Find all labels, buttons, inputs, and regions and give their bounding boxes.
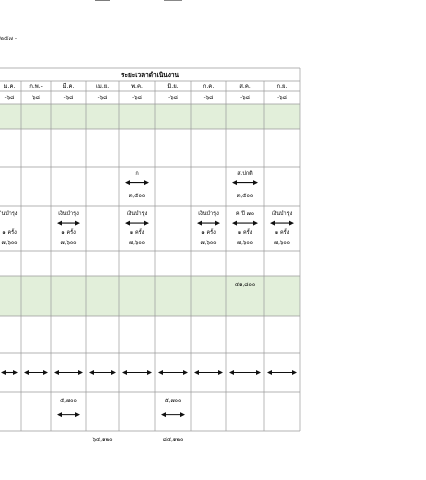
arrow-head-left: [229, 370, 234, 375]
duration-arrow: [267, 370, 297, 375]
duration-arrow: [194, 370, 223, 375]
arrow-head-right: [183, 370, 188, 375]
arrow-head-left: [270, 221, 275, 226]
duration-arrow: [125, 221, 149, 226]
month-year: -๖๘: [240, 95, 250, 101]
month-year: -๖๘: [277, 95, 287, 101]
arrow-head-left: [54, 370, 59, 375]
month-year: -๖๘: [63, 95, 74, 101]
arrow-head-left: [158, 370, 163, 375]
duration-arrow: [232, 221, 258, 226]
cell-amount: ๗,๖๐๐: [128, 239, 146, 246]
cell-amount: ๗,๖๐๐: [236, 239, 254, 246]
arrow-head-right: [75, 221, 80, 226]
arrow-head-right: [75, 412, 80, 417]
header-note: ๒๕๗ -: [0, 35, 18, 42]
arrow-head-right: [253, 221, 258, 226]
month-label: ก.พ.-: [29, 83, 43, 90]
cell-label: เงินบำรุง: [58, 211, 79, 217]
arrow-head-right: [253, 180, 258, 185]
month-year: -๖๘: [168, 95, 178, 101]
duration-arrow: [232, 180, 258, 185]
arrow-head-right: [13, 370, 18, 375]
table-title: ระยะเวลาดำเนินงาน: [120, 71, 180, 79]
arrow-head-left: [232, 180, 237, 185]
duration-arrow: [89, 370, 116, 375]
cell-label: ค ปี ๗๐: [235, 211, 255, 217]
duration-arrow: [57, 221, 80, 226]
arrow-head-left: [1, 370, 6, 375]
month-label: ม.ค.: [3, 83, 16, 90]
month-year: -๖๘: [132, 95, 142, 101]
cell-count: ๑ ครั้ง: [2, 229, 17, 236]
cell-amount: ๘๔,๑๒๐: [162, 437, 184, 443]
duration-arrow: [161, 412, 185, 417]
arrow-head-left: [24, 370, 29, 375]
arrow-head-left: [161, 412, 166, 417]
month-year: -๖๘: [4, 95, 15, 101]
month-year: -๖๘: [97, 95, 108, 101]
cell-count: ๑ ครั้ง: [61, 229, 76, 236]
cell-amount: ๕,๗๐๐: [60, 398, 77, 404]
duration-arrow: [197, 221, 220, 226]
duration-arrow: [54, 370, 83, 375]
arrow-head-left: [57, 412, 62, 417]
arrow-head-left: [197, 221, 202, 226]
duration-arrow: [24, 370, 48, 375]
arrow-head-right: [147, 370, 152, 375]
month-label: เม.ย.: [95, 83, 110, 90]
arrow-head-right: [215, 221, 220, 226]
duration-arrow: [57, 412, 80, 417]
section-band: [0, 104, 300, 129]
month-label: มี.ค.: [62, 83, 75, 90]
duration-arrow: [270, 221, 294, 226]
cell-amount: ๗,๖๐๐: [1, 239, 18, 246]
cell-amount: ๗,๖๐๐: [60, 239, 77, 246]
arrow-head-right: [256, 370, 261, 375]
month-label: ก.ย.: [276, 83, 288, 90]
arrow-head-right: [111, 370, 116, 375]
cell-amount: ๗,๖๐๐: [273, 239, 291, 246]
arrow-head-right: [218, 370, 223, 375]
month-label: พ.ค.: [131, 83, 143, 90]
cell-amount: ๔๑,๘๐๐: [234, 282, 256, 288]
duration-arrow: [125, 180, 149, 185]
arrow-head-right: [289, 221, 294, 226]
arrow-head-left: [267, 370, 272, 375]
duration-arrow: [122, 370, 152, 375]
cell-label: ส.ปกติ: [237, 171, 253, 177]
arrow-head-right: [292, 370, 297, 375]
cell-label: เงินบำรุง: [126, 211, 148, 217]
month-year: ๖๘: [32, 95, 40, 101]
month-year: -๖๘: [203, 95, 214, 101]
arrow-head-right: [43, 370, 48, 375]
cell-amount: ๓,๕๐๐: [236, 193, 254, 200]
month-label: มิ.ย.: [167, 83, 179, 90]
cell-amount: ๓,๕๐๐: [128, 193, 146, 200]
cell-label: ินบำรุง: [1, 211, 18, 217]
arrow-head-left: [57, 221, 62, 226]
arrow-head-right: [144, 180, 149, 185]
cell-label: เงินบำรุง: [271, 211, 293, 217]
month-label: ส.ค.: [239, 83, 251, 90]
arrow-head-left: [232, 221, 237, 226]
arrow-head-left: [125, 180, 130, 185]
cell-amount: ๖๔,๑๒๐: [92, 437, 113, 443]
duration-arrow: [1, 370, 18, 375]
cell-amount: ๗,๖๐๐: [200, 239, 217, 246]
cell-count: ๑ ครั้ง: [237, 229, 253, 236]
cell-label: เงินบำรุง: [198, 211, 219, 217]
cell-count: ๑ ครั้ง: [274, 229, 290, 236]
arrow-head-left: [125, 221, 130, 226]
cell-count: ๑ ครั้ง: [201, 229, 216, 236]
duration-arrow: [158, 370, 188, 375]
arrow-head-left: [89, 370, 94, 375]
cell-amount: ๕,๗๐๐: [164, 398, 182, 404]
arrow-head-left: [194, 370, 199, 375]
arrow-head-right: [180, 412, 185, 417]
arrow-head-right: [144, 221, 149, 226]
arrow-head-left: [122, 370, 127, 375]
cell-label: ก: [135, 171, 139, 177]
arrow-head-right: [78, 370, 83, 375]
duration-arrow: [229, 370, 261, 375]
month-label: ก.ค.: [202, 83, 215, 90]
cell-count: ๑ ครั้ง: [129, 229, 145, 236]
